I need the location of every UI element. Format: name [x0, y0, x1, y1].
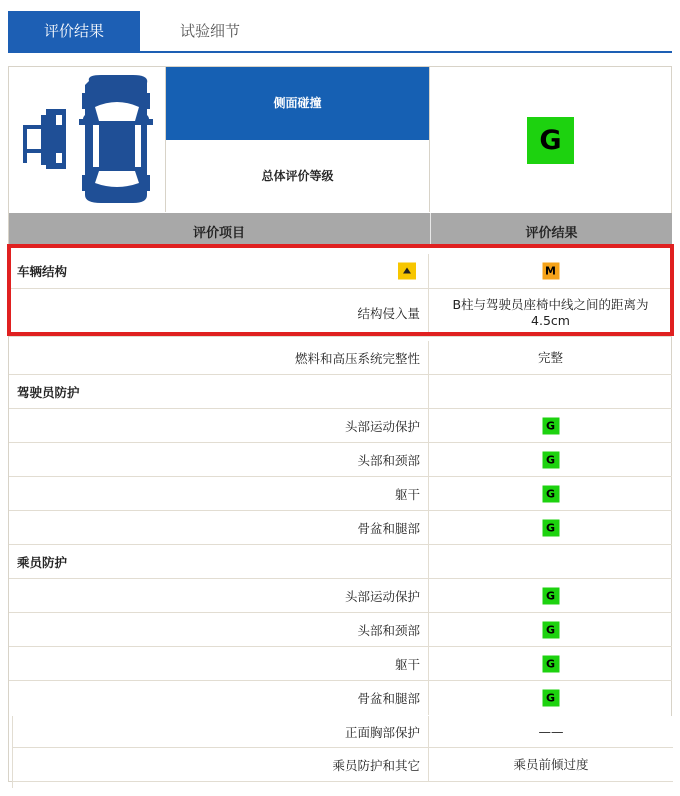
section-label: 车辆结构 [17, 264, 68, 279]
table-row [9, 443, 672, 477]
overall-rating-label: 总体评价等级 [261, 169, 334, 183]
row-result-cell [429, 579, 672, 612]
overall-grade-cell [429, 67, 672, 212]
result-text: —— [538, 723, 564, 739]
row-label-cell [13, 748, 429, 781]
results-table [8, 66, 672, 782]
table-continuation [12, 716, 672, 788]
row-result-cell [429, 511, 672, 544]
row-label-cell [9, 511, 429, 544]
row-label-cell [9, 254, 429, 288]
table-row [9, 254, 672, 289]
table-row [9, 375, 672, 409]
grade-badge: G [542, 690, 559, 707]
row-label-cell [9, 477, 429, 510]
item-label: 骨盆和腿部 [357, 520, 420, 536]
row-result-cell [429, 545, 672, 578]
test-type-title: 侧面碰撞 [166, 67, 429, 140]
result-text: 完整 [537, 349, 563, 365]
table-row [9, 477, 672, 511]
row-result-cell [429, 681, 672, 715]
table-row [13, 716, 673, 748]
section-label: 驾驶员防护 [17, 384, 80, 400]
table-row [9, 647, 672, 681]
item-label: 乘员防护和其它 [332, 757, 420, 773]
table-row [9, 613, 672, 647]
row-label-cell [9, 681, 429, 715]
row-label-cell [9, 409, 429, 442]
table-row [9, 579, 672, 613]
tab-test-details[interactable]: 试验细节 [179, 22, 240, 40]
grade-badge: G [542, 417, 559, 434]
item-label: 头部和颈部 [357, 622, 420, 638]
up-arrow-icon[interactable] [398, 263, 416, 280]
grade-badge: M [542, 263, 559, 280]
table-row [9, 341, 672, 375]
row-label-cell [9, 289, 429, 336]
item-label: 躯干 [394, 486, 420, 502]
table-row [13, 748, 673, 782]
item-label: 燃料和高压系统完整性 [294, 350, 420, 366]
grade-badge: G [542, 519, 559, 536]
table-row [9, 409, 672, 443]
side-impact-diagram [9, 67, 166, 212]
grade-badge: G [542, 587, 559, 604]
row-result-cell [429, 289, 672, 336]
grade-badge: G [542, 485, 559, 502]
row-result-cell [429, 748, 673, 781]
row-result-cell [429, 375, 672, 408]
column-header-row [9, 213, 672, 247]
column-header-item: 评价项目 [192, 226, 245, 241]
column-header-result: 评价结果 [430, 213, 672, 247]
tab-evaluation-results[interactable]: 评价结果 [8, 11, 140, 51]
row-label-cell [13, 716, 429, 747]
result-text: 乘员前倾过度 [513, 756, 589, 772]
section-label: 乘员防护 [17, 554, 68, 570]
row-label-cell [9, 613, 429, 646]
row-label-cell [9, 579, 429, 612]
row-label-cell [9, 443, 429, 476]
item-label: 骨盆和腿部 [357, 691, 420, 706]
row-label-cell [9, 375, 429, 408]
item-label: 正面胸部保护 [344, 724, 420, 740]
row-result-cell [429, 443, 672, 476]
tab-underline [8, 51, 672, 53]
row-label-cell [9, 545, 429, 578]
item-label: 头部运动保护 [344, 418, 420, 434]
grade-badge: G [542, 451, 559, 468]
table-row [9, 511, 672, 545]
row-result-cell [429, 341, 672, 374]
tab-bar [8, 11, 672, 51]
item-label: 头部和颈部 [357, 452, 420, 468]
item-label: 结构侵入量 [357, 305, 420, 321]
table-row [9, 545, 672, 579]
row-result-cell [429, 254, 672, 288]
row-label-cell [9, 341, 429, 374]
table-row [9, 681, 672, 715]
result-text: B柱与驾驶员座椅中线之间的距离为 4.5cm [452, 296, 649, 328]
row-result-cell [429, 613, 672, 646]
overall-grade-badge: G [527, 117, 574, 164]
table-row [9, 289, 672, 337]
item-label: 头部运动保护 [344, 588, 420, 604]
grade-badge: G [542, 621, 559, 638]
row-result-cell [429, 409, 672, 442]
item-label: 躯干 [394, 656, 420, 672]
row-result-cell [429, 647, 672, 680]
row-label-cell [9, 647, 429, 680]
row-result-cell [429, 477, 672, 510]
row-result-cell [429, 716, 673, 747]
grade-badge: G [542, 655, 559, 672]
car-side-impact-icon [9, 67, 166, 212]
